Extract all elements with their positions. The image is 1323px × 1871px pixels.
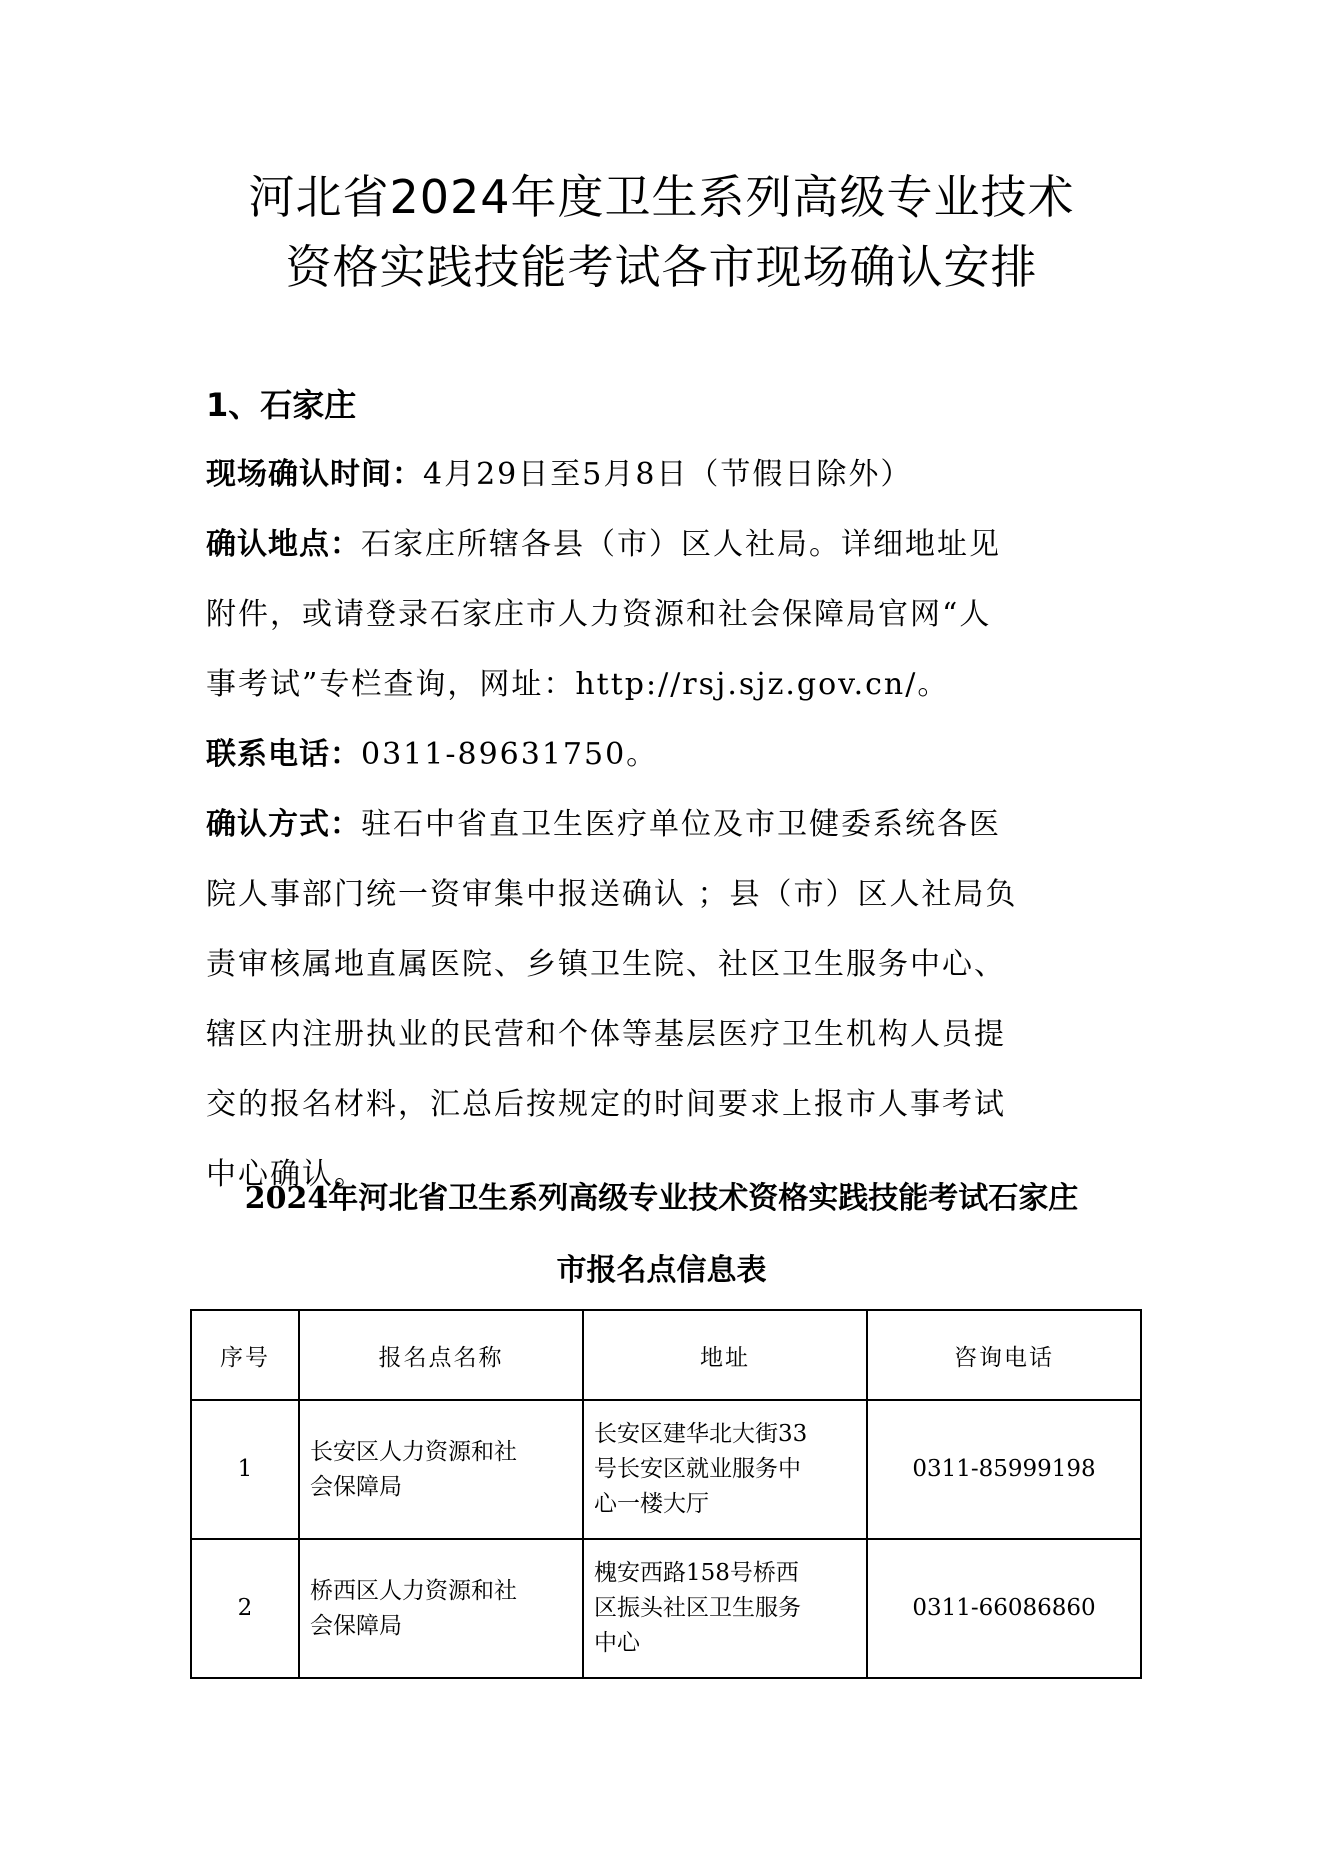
page-title <box>0 162 1323 302</box>
row-address <box>583 1400 867 1539</box>
contact-phone-value: 0311-89631750。 <box>361 737 659 772</box>
row-address-line: 区振头社区卫生服务 <box>594 1595 801 1621</box>
header-address: 地址 <box>583 1310 867 1400</box>
confirm-location-paragraph <box>206 510 1136 720</box>
row-address-line: 中心 <box>594 1630 640 1656</box>
header-phone: 咨询电话 <box>867 1310 1141 1400</box>
registration-points-table <box>190 1309 1142 1679</box>
confirm-method-text: 责审核属地直属医院、乡镇卫生院、社区卫生服务中心、 <box>206 947 1006 982</box>
row-name <box>299 1539 583 1678</box>
table-header-row <box>191 1310 1141 1400</box>
confirm-time-label: 现场确认时间： <box>206 457 423 492</box>
row-address-line: 心一楼大厅 <box>594 1491 709 1517</box>
confirm-method-paragraph <box>206 790 1136 1210</box>
row-name-line: 会保障局 <box>310 1473 402 1500</box>
row-name-line: 桥西区人力资源和社 <box>310 1577 517 1604</box>
row-address-line: 槐安西路158号桥西 <box>594 1560 799 1586</box>
confirm-method-text: 院人事部门统一资审集中报送确认 ；县（市）区人社局负 <box>206 877 1018 912</box>
confirm-location-text: 附件，或请登录石家庄市人力资源和社会保障局官网“人 <box>206 597 992 632</box>
title-line-2: 资格实践技能考试各市现场确认安排 <box>285 240 1038 294</box>
contact-phone-label: 联系电话： <box>206 737 361 772</box>
row-seq: 2 <box>191 1539 299 1678</box>
confirm-method-text: 交的报名材料，汇总后按规定的时间要求上报市人事考试 <box>206 1087 1006 1122</box>
section-heading: 1、石家庄 <box>206 386 357 424</box>
row-seq: 1 <box>191 1400 299 1539</box>
contact-phone-paragraph <box>206 720 1136 790</box>
header-seq: 序号 <box>191 1310 299 1400</box>
row-phone: 0311-66086860 <box>867 1539 1141 1678</box>
confirm-method-text: 辖区内注册执业的民营和个体等基层医疗卫生机构人员提 <box>206 1017 1006 1052</box>
confirm-time-value: 4月29日至5月8日（节假日除外） <box>423 457 913 492</box>
table-row <box>191 1539 1141 1678</box>
header-name: 报名点名称 <box>299 1310 583 1400</box>
confirm-location-text: 石家庄所辖各县（市）区人社局。详细地址见 <box>361 527 1001 562</box>
row-name-line: 会保障局 <box>310 1612 402 1639</box>
confirm-time-paragraph <box>206 440 1136 510</box>
row-address <box>583 1539 867 1678</box>
table-row <box>191 1400 1141 1539</box>
row-name <box>299 1400 583 1539</box>
row-phone: 0311-85999198 <box>867 1400 1141 1539</box>
row-address-line: 长安区建华北大街33 <box>594 1421 808 1447</box>
confirm-location-text: 事考试”专栏查询，网址：http://rsj.sjz.gov.cn/。 <box>206 667 950 702</box>
confirm-method-text: 中心确认。 <box>206 1157 366 1192</box>
row-address-line: 号长安区就业服务中 <box>594 1456 801 1482</box>
confirm-method-label: 确认方式： <box>206 807 361 842</box>
title-line-1: 河北省2024年度卫生系列高级专业技术 <box>248 170 1075 224</box>
table-caption-line-1: 2024年河北省卫生系列高级专业技术资格实践技能考试石家庄 <box>244 1181 1079 1216</box>
confirm-method-text: 驻石中省直卫生医疗单位及市卫健委系统各医 <box>361 807 1001 842</box>
main-content <box>206 370 1136 1210</box>
confirm-location-label: 确认地点： <box>206 527 361 562</box>
table-caption-line-2: 市报名点信息表 <box>556 1253 767 1288</box>
row-name-line: 长安区人力资源和社 <box>310 1438 517 1465</box>
